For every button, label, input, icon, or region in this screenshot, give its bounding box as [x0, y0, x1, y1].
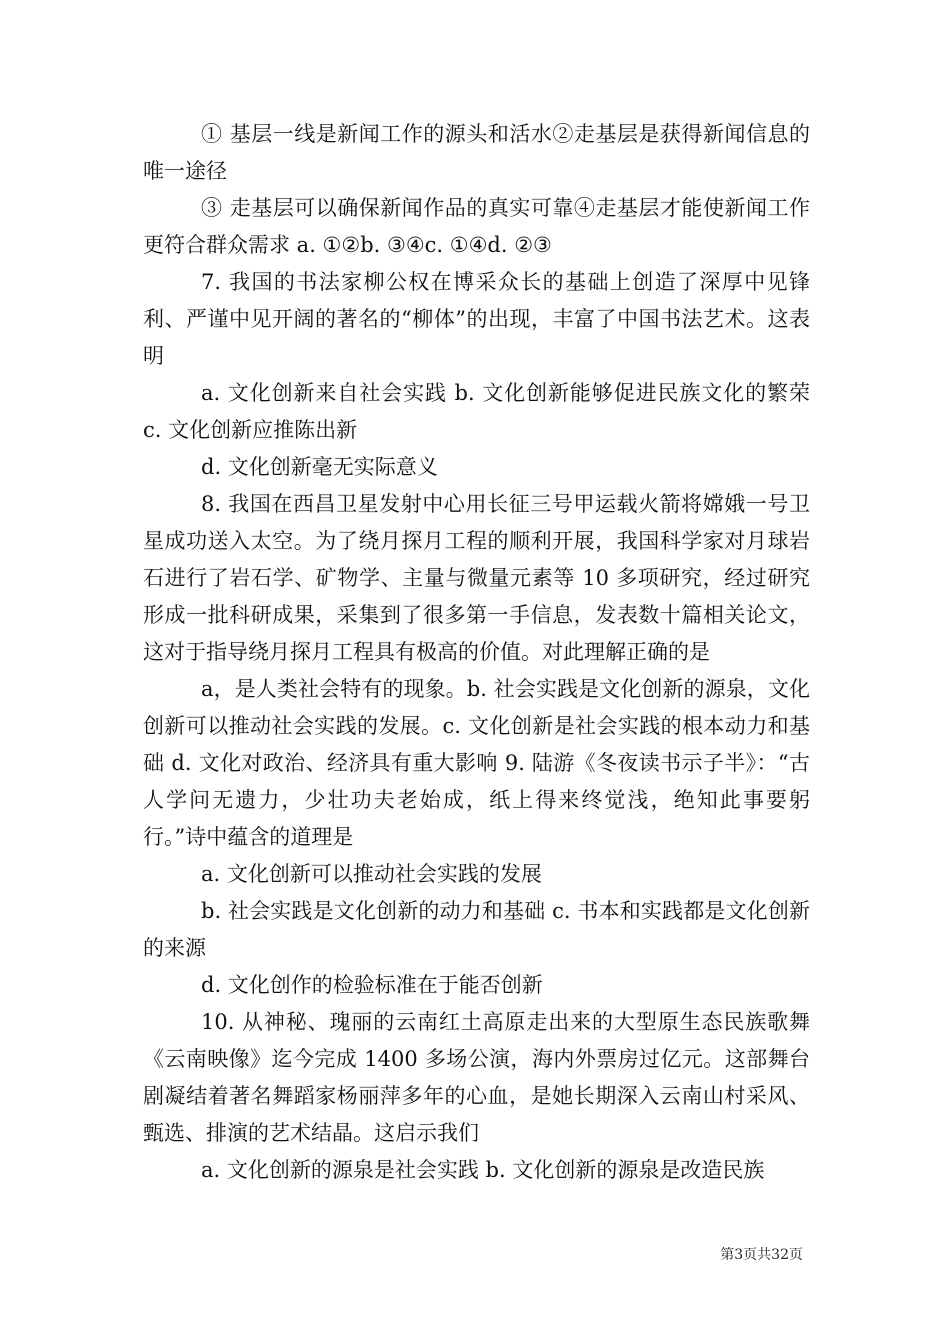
question-8: 8. 我国在西昌卫星发射中心用长征三号甲运载火箭将嫦娥一号卫星成功送入太空。为了绕月探月工程的顺利开展，我国科学家对月球岩石进行了岩石学、矿物学、主量与微量元素等 10 多项研究，经过研究形成一批科研成果，采集到了很多第一手信息，发表数十篇相关论文，这对于指导绕月探月工程具有极高的价值。对此理解正确的是: [143, 492, 810, 664]
footer-prefix: 第: [720, 1247, 735, 1263]
footer-total-pages: 32: [771, 1247, 789, 1263]
option-line-3-4: ③ 走基层可以确保新闻作品的真实可靠④走基层才能使新闻工作更符合群众需求 a. ①②b. ③④c. ①④d. ②③: [143, 196, 810, 257]
footer-middle: 页共: [743, 1247, 772, 1263]
question-7: 7. 我国的书法家柳公权在博采众长的基础上创造了深厚中见锋利、严谨中见开阔的著名的“柳体”的出现，丰富了中国书法艺术。这表明: [143, 270, 810, 368]
question-10-options-ab: a. 文化创新的源泉是社会实践 b. 文化创新的源泉是改造民族: [201, 1158, 765, 1182]
question-9-option-d: d. 文化创作的检验标准在于能否创新: [201, 973, 543, 997]
document-body: [143, 116, 810, 1189]
question-7-option-d: d. 文化创新毫无实际意义: [201, 455, 438, 479]
question-10: 10. 从神秘、瑰丽的云南红土高原走出来的大型原生态民族歌舞《云南映像》迄今完成 1400 多场公演，海内外票房过亿元。这部舞台剧凝结着著名舞蹈家杨丽萍多年的心血，是她长期深入云南山村采风、甄选、排演的艺术结晶。这启示我们: [143, 1010, 810, 1145]
question-8-options-and-question-9: a，是人类社会特有的现象。b. 社会实践是文化创新的源泉，文化创新可以推动社会实践的发展。c. 文化创新是社会实践的根本动力和基础 d. 文化对政治、经济具有重大影响 9. 陆游《冬夜读书示子半》：“古人学问无遗力，少壮功夫老始成，纸上得来终觉浅，绝知此事要躬行。”诗中蕴含的道理是: [143, 677, 810, 849]
footer-current-page: 3: [734, 1247, 744, 1263]
question-7-options-abc: a. 文化创新来自社会实践 b. 文化创新能够促进民族文化的繁荣 c. 文化创新应推陈出新: [143, 381, 810, 442]
question-9-option-a: a. 文化创新可以推动社会实践的发展: [201, 862, 542, 886]
question-9-options-bc: b. 社会实践是文化创新的动力和基础 c. 书本和实践都是文化创新的来源: [143, 899, 810, 960]
page-footer: [0, 1246, 803, 1264]
footer-suffix: 页: [789, 1247, 803, 1263]
option-line-1-2: ① 基层一线是新闻工作的源头和活水②走基层是获得新闻信息的唯一途径: [143, 122, 810, 183]
